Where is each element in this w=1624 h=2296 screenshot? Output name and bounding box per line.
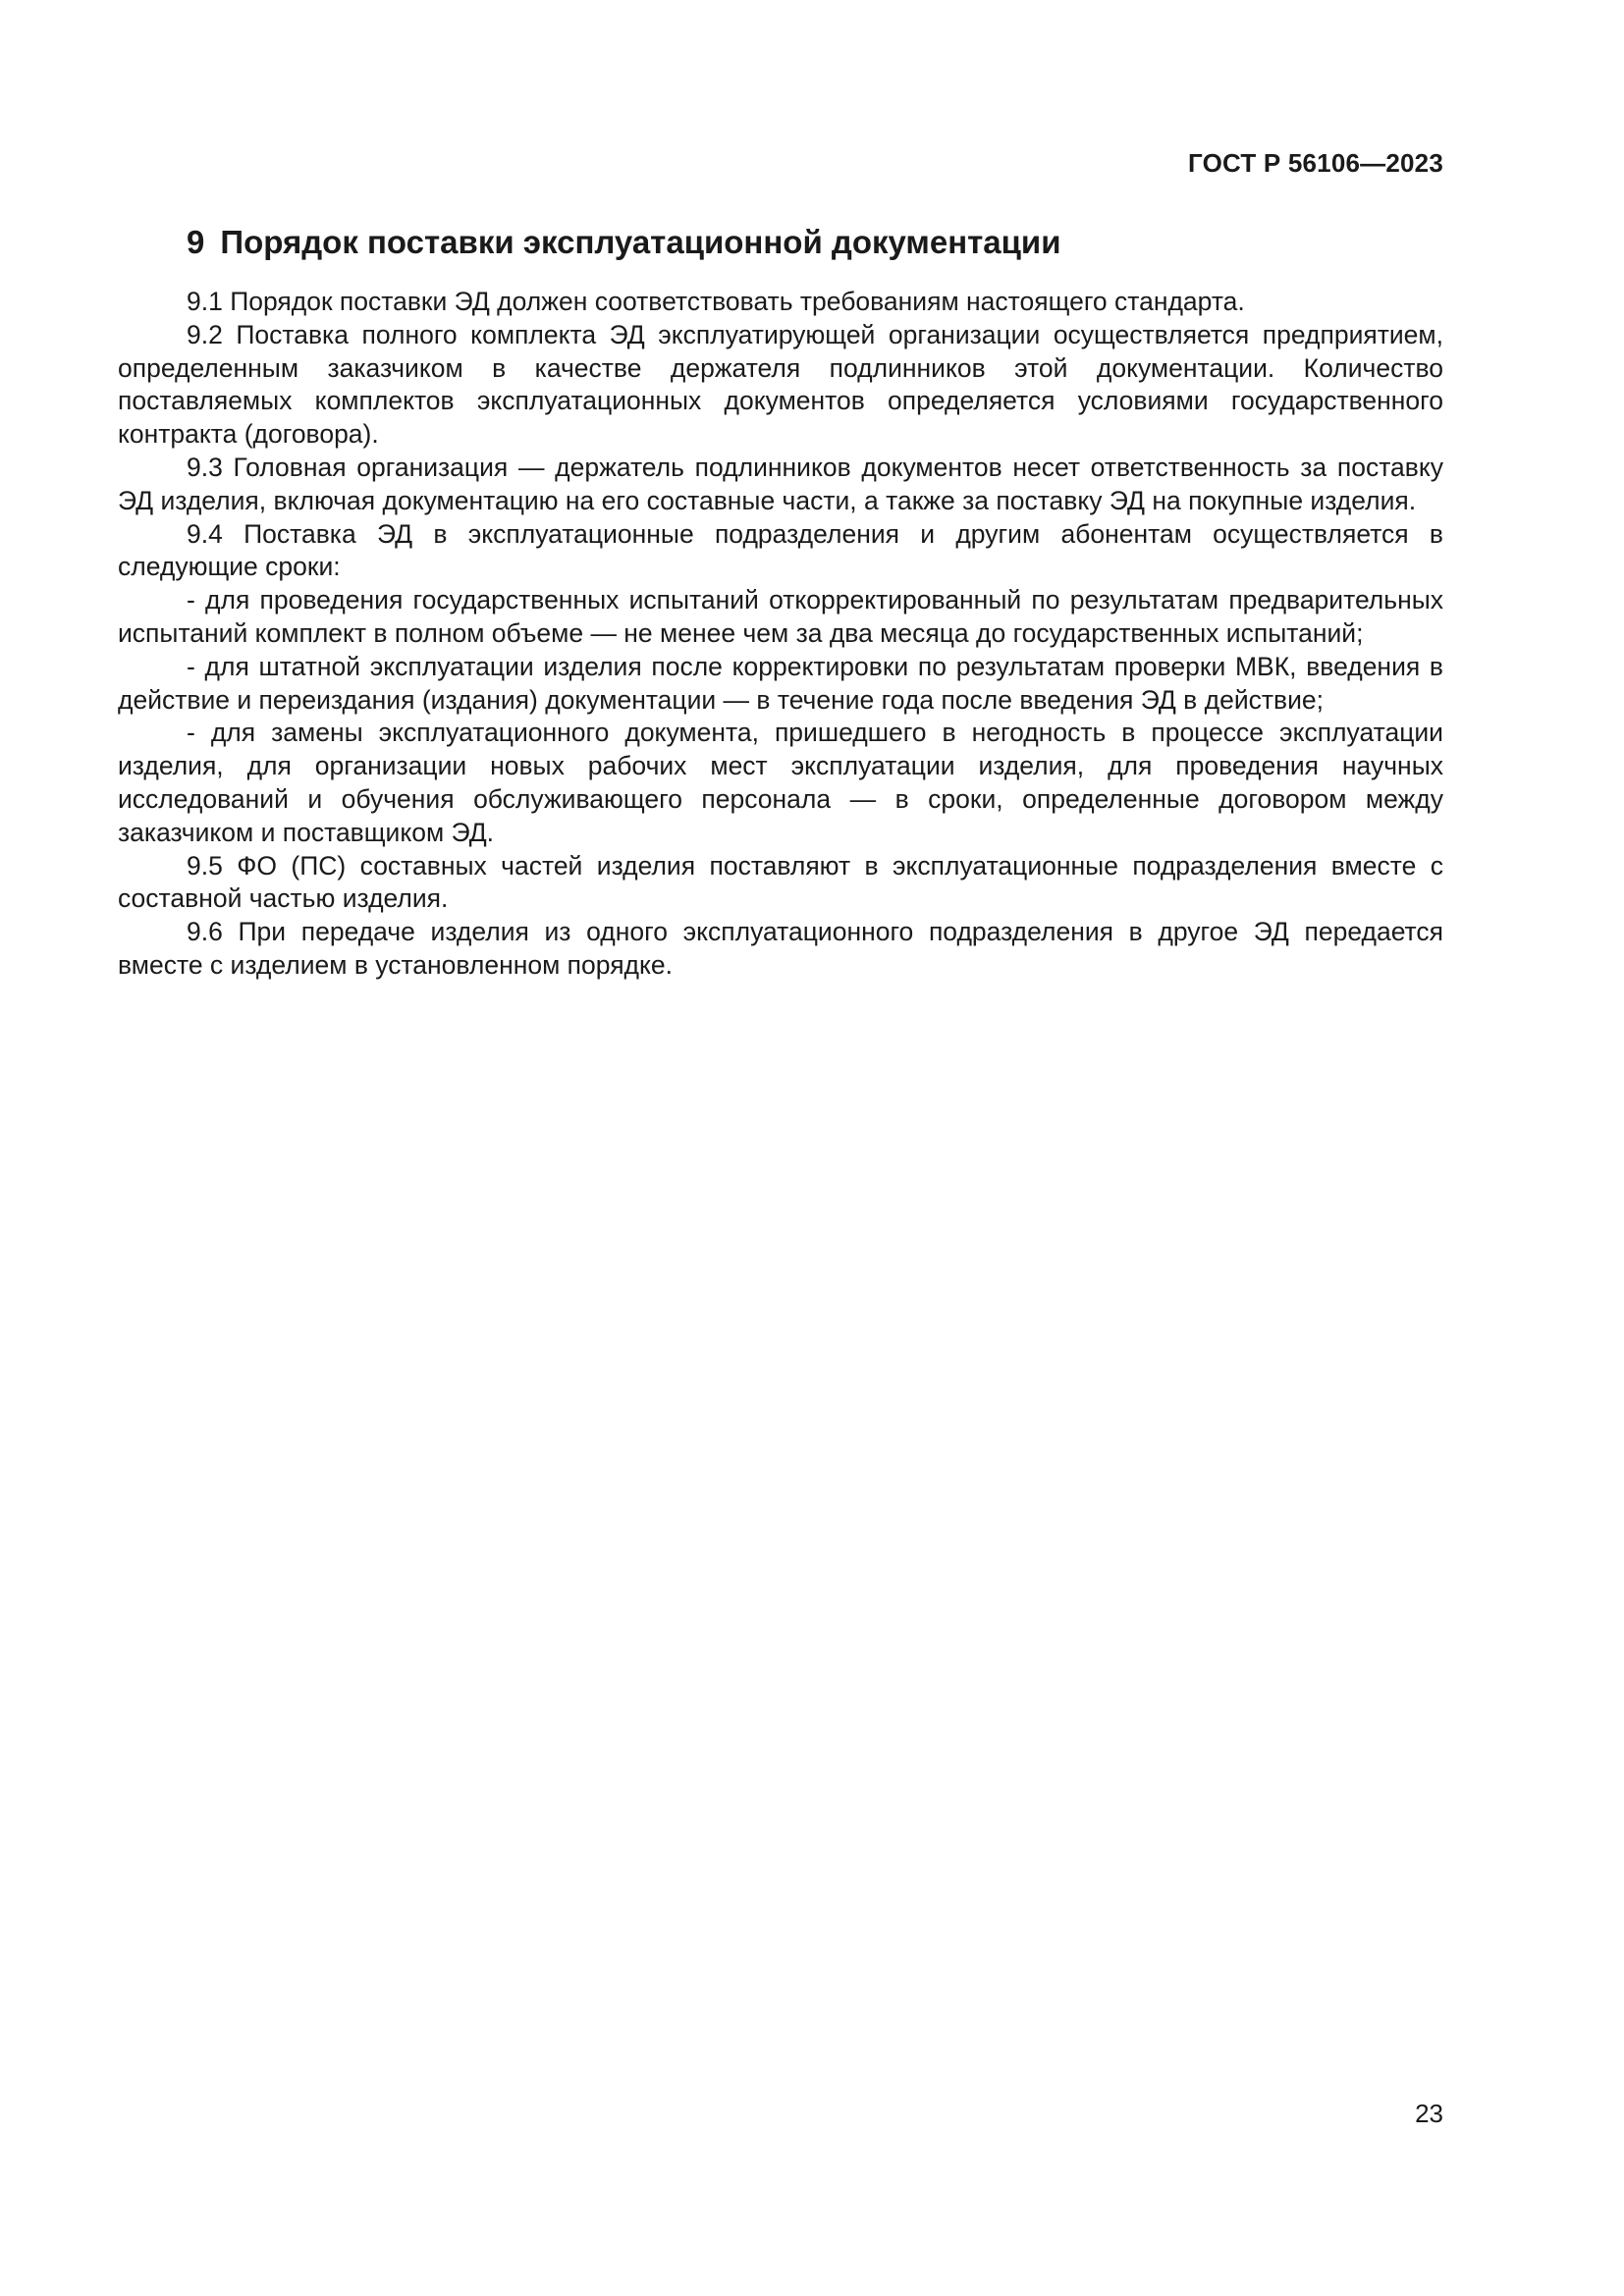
paragraph-9-3: 9.3 Головная организация — держатель подлинников документов несет ответственность за поставку ЭД изделия, включая документацию на его составные части, а также за поставку ЭД на покупные изделия. <box>118 452 1443 515</box>
list-item-regular-operation: - для штатной эксплуатации изделия после корректировки по результатам проверки МВК, введения в действие и переиздания (издания) документации — в течение года после введения ЭД в действие; <box>118 651 1443 715</box>
paragraph-9-1: 9.1 Порядок поставки ЭД должен соответствовать требованиям настоящего стандарта. <box>187 287 1245 316</box>
paragraph-9-2: 9.2 Поставка полного комплекта ЭД эксплуатирующей организации осуществляется предприятием, определенным заказчиком в качестве держателя подлинников этой документации. Количество поставляемых комплектов эксплуатационных документов определяется условиями государственного контракта (договора). <box>118 319 1443 450</box>
document-code: ГОСТ Р 56106—2023 <box>1188 148 1443 178</box>
list-item-state-tests: - для проведения государственных испытаний откорректированный по результатам предварительных испытаний комплект в полном объеме — не менее чем за два месяца до государственных испытаний; <box>118 585 1443 648</box>
paragraph-9-6: 9.6 При передаче изделия из одного эксплуатационного подразделения в другое ЭД передается вместе с изделием в установленном порядке. <box>118 917 1443 980</box>
section-body <box>118 286 1443 983</box>
paragraph-9-4: 9.4 Поставка ЭД в эксплуатационные подразделения и другим абонентам осуществляется в следующие сроки: <box>118 518 1443 582</box>
page-number: 23 <box>1415 2099 1443 2128</box>
section-number: 9 <box>187 224 205 260</box>
paragraph-9-5: 9.5 ФО (ПС) составных частей изделия поставляют в эксплуатационные подразделения вместе с составной частью изделия. <box>118 850 1443 914</box>
list-item-replacement: - для замены эксплуатационного документа, пришедшего в негодность в процессе эксплуатации изделия, для организации новых рабочих мест эксплуатации изделия, для проведения научных исследований и обучения обслуживающего персонала — в сроки, определенные договором между заказчиком и поставщиком ЭД. <box>118 718 1443 847</box>
section-title-text: Порядок поставки эксплуатационной документации <box>220 224 1061 260</box>
section-title <box>187 224 1061 261</box>
